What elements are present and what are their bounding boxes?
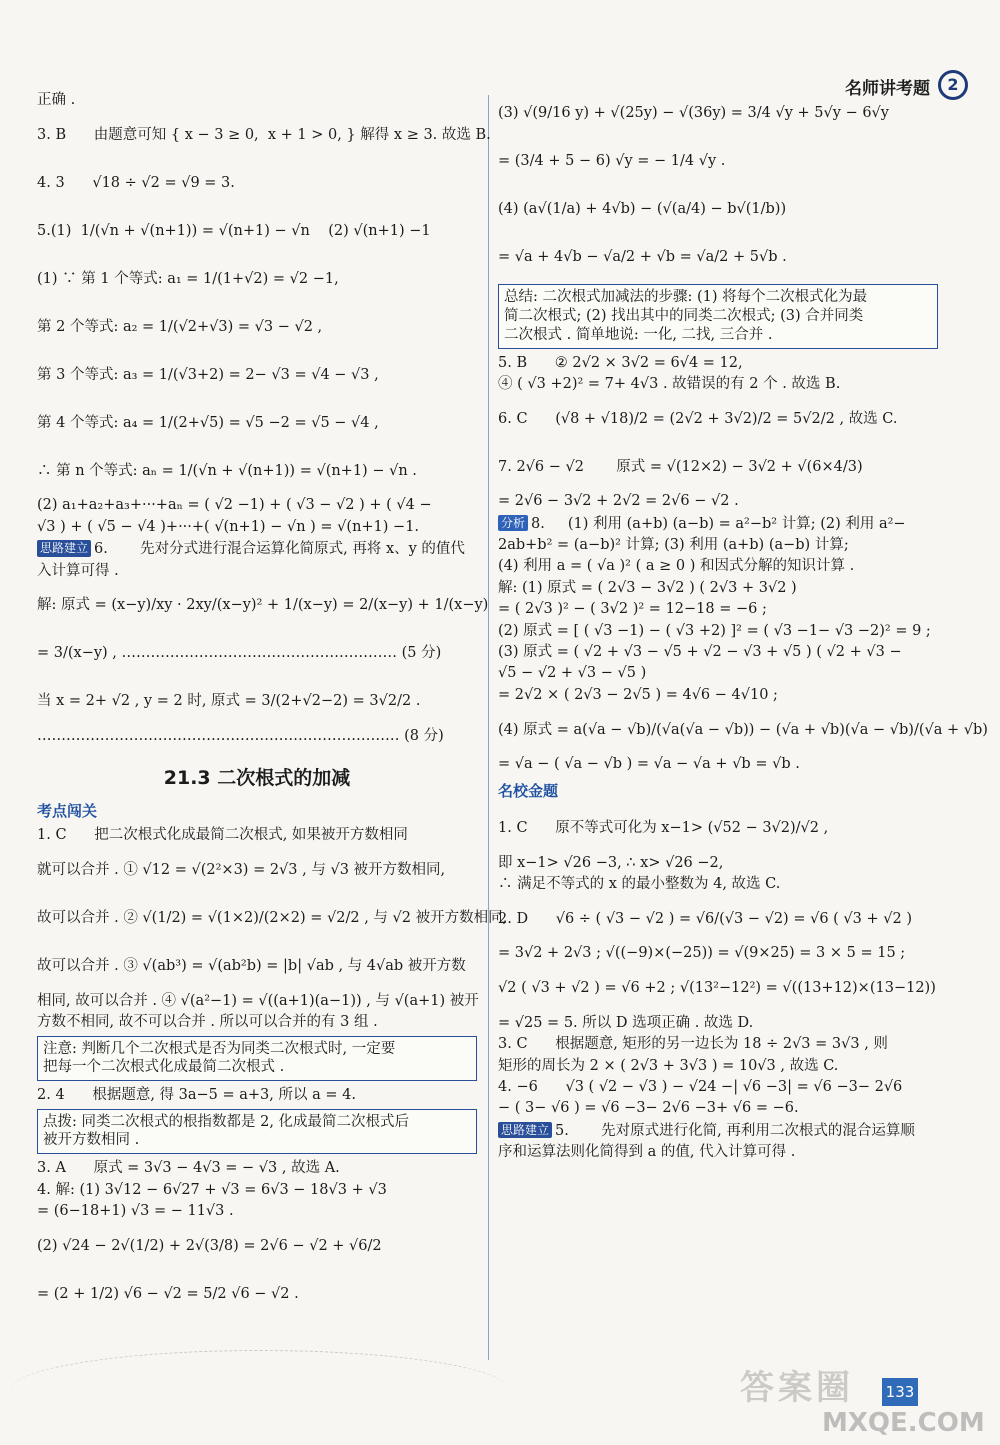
text-line: (1) ∵ 第 1 个等式: a₁ = 1/(1+√2) = √2 −1, [37, 270, 339, 287]
summary-box [498, 284, 938, 349]
answer-5: 5.(1) 1/(√n + √(n+1)) = √(n+1) − √n (2) √(n+1) −1 [37, 222, 431, 239]
text-line: ………………………………………………………………… (8 分) [37, 727, 444, 744]
note-line: 二次根式 . 简单地说: 一化, 二找, 三合并 . [504, 326, 773, 343]
text-line: (4) 原式 = a(√a − √b)/(√a(√a − √b)) − (√a + √b)(√a − √b)/(√a + √b) [498, 721, 988, 738]
text-line: (2) √24 − 2√(1/2) + 2√(3/8) = 2√6 − √2 + √6/2 [37, 1237, 382, 1254]
page-number: 133 [882, 1378, 918, 1406]
text-line: (3) √(9/16 y) + √(25y) − √(36y) = 3/4 √y + 5√y − 6√y [498, 105, 889, 122]
text-line: = ( 2√3 )² − ( 3√2 )² = 12−18 = −6 ; [498, 601, 767, 618]
text-line: = (2 + 1/2) √6 − √2 = 5/2 √6 − √2 . [37, 1285, 299, 1302]
answer-4: 4. 3 √18 ÷ √2 = √9 = 3. [37, 174, 235, 191]
text-line: 相同, 故可以合并 . ④ √(a²−1) = √((a+1)(a−1)) , 与 √(a+1) 被开 [37, 992, 479, 1009]
text-line: 2. D √6 ÷ ( √3 − √2 ) = √6/(√3 − √2) = √6 ( √3 + √2 ) [498, 910, 912, 927]
brand-logo-icon: 2 [938, 70, 968, 100]
text-line: (3) 原式 = ( √2 + √3 − √5 + √2 − √3 + √5 ) ( √2 + √3 − [498, 644, 902, 661]
analysis-tag: 分析 [498, 515, 528, 531]
text-line: √2 ( √3 + √2 ) = √6 +2 ; √(13²−12²) = √((13+12)×(13−12)) [498, 980, 936, 997]
text-line: 矩形的周长为 2 × ( 2√3 + 3√3 ) = 10√3 , 故选 C. [498, 1057, 839, 1074]
text-line: 2. 4 根据题意, 得 3a−5 = a+3, 所以 a = 4. [37, 1087, 356, 1104]
left-column [37, 92, 508, 1320]
text-line: 入计算可得 . [37, 562, 119, 579]
note-line: 总结: 二次根式加减法的步骤: (1) 将每个二次根式化为最 [504, 289, 868, 305]
text-line: = √a + 4√b − √a/2 + √b = √a/2 + 5√b . [498, 249, 787, 266]
text-line: (4) 利用 a = ( √a )² ( a ≥ 0 ) 和因式分解的知识计算 . [498, 558, 855, 575]
text-line: 序和运算法则化简得到 a 的值, 代入计算可得 . [498, 1144, 796, 1161]
text-line: ④ ( √3 +2)² = 7+ 4√3 . 故错误的有 2 个 . 故选 B. [498, 375, 841, 392]
right-column [498, 92, 988, 1166]
text-line: 3. A 原式 = 3√3 − 4√3 = − √3 , 故选 A. [37, 1160, 340, 1177]
header-title: 名师讲考题 [845, 79, 930, 99]
text-line: 故可以合并 . ③ √(ab³) = √(ab²b) = |b| √ab , 与 4√ab 被开方数 [37, 958, 466, 975]
text-line: 5. 先对原式进行化简, 再利用二次根式的混合运算顺 [555, 1122, 915, 1139]
text-line: = √a − ( √a − √b ) = √a − √a + √b = √b . [498, 756, 800, 773]
watermark-url: MXQE.COM [822, 1408, 985, 1438]
text-line: (2) 原式 = [ ( √3 −1) − ( √3 +2) ]² = ( √3 −1− √3 −2)² = 9 ; [498, 622, 931, 639]
note-line: 注意: 判断几个二次根式是否为同类二次根式时, 一定要 [43, 1040, 396, 1057]
note-line: 把每一个二次根式化成最简二次根式 . [43, 1059, 285, 1076]
text-line: 5. B ② 2√2 × 3√2 = 6√4 = 12, [498, 354, 743, 371]
answer-8 [498, 515, 938, 533]
text-line: (2) a₁+a₂+a₃+···+aₙ = ( √2 −1) + ( √3 − √2 ) + ( √4 − [37, 497, 432, 514]
section-title: 21.3 二次根式的加减 [163, 767, 351, 790]
text-line: 3. C 根据题意, 矩形的另一边长为 18 ÷ 2√3 = 3√3 , 则 [498, 1036, 888, 1053]
text-line: 2ab+b² = (a−b)² 计算; (3) 利用 (a+b) (a−b) 计算; [498, 537, 849, 554]
note-line: 点拨: 同类二次根式的根指数都是 2, 化成最简二次根式后 [43, 1113, 410, 1130]
tip-box [37, 1109, 477, 1155]
decorative-curve [10, 1350, 510, 1431]
subheading: 名校金题 [498, 781, 559, 800]
idea-tag: 思路建立 [498, 1122, 552, 1138]
answer-6 [37, 540, 477, 558]
note-line: 简二次根式; (2) 找出其中的同类二次根式; (3) 合并同类 [504, 307, 864, 324]
text-line: 第 3 个等式: a₃ = 1/(√3+2) = 2− √3 = √4 − √3 , [37, 366, 379, 383]
note-line: 被开方数相同 . [43, 1132, 140, 1149]
answer-3: 3. B 由题意可知 { x − 3 ≥ 0, x + 1 > 0, } 解得 x ≥ 3. 故选 B. [37, 126, 491, 143]
text-line: = 3√2 + 2√3 ; √((−9)×(−25)) = √(9×25) = 3 × 5 = 15 ; [498, 945, 906, 962]
text-line: 第 2 个等式: a₂ = 1/(√2+√3) = √3 − √2 , [37, 318, 323, 335]
text-line: 当 x = 2+ √2 , y = 2 时, 原式 = 3/(2+√2−2) = 3√2/2 . [37, 693, 421, 710]
text-line: 6. C (√8 + √18)/2 = (2√2 + 3√2)/2 = 5√2/2 , 故选 C. [498, 410, 898, 427]
note-box [37, 1036, 477, 1082]
text-line: √5 − √2 + √3 − √5 ) [498, 665, 647, 682]
watermark: 答案圈 [740, 1368, 854, 1408]
text-line: (4) (a√(1/a) + 4√b) − (√(a/4) − b√(1/b)) [498, 201, 787, 218]
text-line: = 2√2 × ( 2√3 − 2√5 ) = 4√6 − 4√10 ; [498, 686, 778, 703]
text-line: = √25 = 5. 所以 D 选项正确 . 故选 D. [498, 1014, 754, 1031]
text-line: = 3/(x−y) , ………………………………………………… (5 分) [37, 645, 442, 662]
text-line: 故可以合并 . ② √(1/2) = √(1×2)/(2×2) = √2/2 , 与 √2 被开方数相同, [37, 910, 508, 927]
text-line: 8. (1) 利用 (a+b) (a−b) = a²−b² 计算; (2) 利用 a²− [531, 515, 906, 532]
text-line: √3 ) + ( √5 − √4 )+···+( √(n+1) − √n ) = √(n+1) −1. [37, 518, 420, 535]
text-line: 解: 原式 = (x−y)/xy · 2xy/(x−y)² + 1/(x−y) = 2/(x−y) + 1/(x−y) [37, 597, 489, 614]
text-line: = (3/4 + 5 − 6) √y = − 1/4 √y . [498, 153, 726, 170]
text-line: ∴ 满足不等式的 x 的最小整数为 4, 故选 C. [498, 876, 781, 892]
idea-tag: 思路建立 [37, 540, 91, 556]
answer-5 [498, 1122, 938, 1140]
text-line: 方数不相同, 故不可以合并 . 所以可以合并的有 3 组 . [37, 1014, 378, 1031]
text-line: 解: (1) 原式 = ( 2√3 − 3√2 ) ( 2√3 + 3√2 ) [498, 579, 797, 596]
text-line: − ( 3− √6 ) = √6 −3− 2√6 −3+ √6 = −6. [498, 1100, 799, 1117]
text-line: ∴ 第 n 个等式: aₙ = 1/(√n + √(n+1)) = √(n+1) − √n . [37, 462, 417, 479]
text-line: 1. C 把二次根式化成最简二次根式, 如果被开方数相同 [37, 827, 408, 844]
text-line: 第 4 个等式: a₄ = 1/(2+√5) = √5 −2 = √5 − √4 , [37, 414, 379, 431]
text-line: 4. 解: (1) 3√12 − 6√27 + √3 = 6√3 − 18√3 + √3 [37, 1181, 387, 1198]
text-line: 即 x−1> √26 −3, ∴ x> √26 −2, [498, 854, 724, 871]
text-line: = 2√6 − 3√2 + 2√2 = 2√6 − √2 . [498, 493, 739, 510]
subheading: 考点闯关 [37, 802, 98, 821]
text-line: 就可以合并 . ① √12 = √(2²×3) = 2√3 , 与 √3 被开方数相同, [37, 862, 446, 879]
text-line: 1. C 原不等式可化为 x−1> (√52 − 3√2)/√2 , [498, 819, 829, 836]
text-line: = (6−18+1) √3 = − 11√3 . [37, 1203, 234, 1220]
text-line: 7. 2√6 − √2 原式 = √(12×2) − 3√2 + √(6×4/3) [498, 458, 863, 475]
column-divider [488, 95, 489, 1360]
text-line: 4. −6 √3 ( √2 − √3 ) − √24 −| √6 −3| = √6 −3− 2√6 [498, 1078, 903, 1095]
text-line: 6. 先对分式进行混合运算化简原式, 再将 x、y 的值代 [94, 541, 465, 558]
text-line: 正确 . [37, 92, 76, 108]
